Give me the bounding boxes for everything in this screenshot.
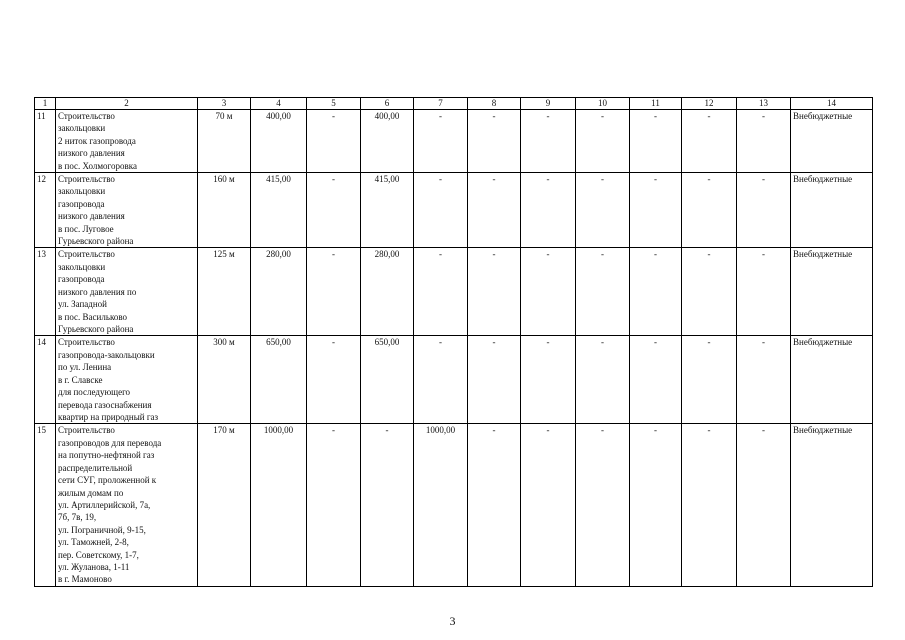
funding-source: Внебюджетные [791, 110, 873, 173]
column-header-4: 4 [251, 98, 307, 110]
project-name: Строительство закольцовки газопровода низкого давления в пос. Луговое Гурьевского района [56, 173, 198, 248]
column-header-9: 9 [521, 98, 576, 110]
col11-value: - [630, 248, 682, 336]
col6-value: 280,00 [361, 248, 414, 336]
col7-value: 1000,00 [414, 424, 468, 586]
col9-value: - [521, 110, 576, 173]
column-header-5: 5 [307, 98, 361, 110]
header-row [35, 98, 873, 110]
col4-value: 650,00 [251, 336, 307, 424]
funding-source: Внебюджетные [791, 336, 873, 424]
project-name: Строительство газопровода-закольцовки по ул. Ленина в г. Славске для последующего перевода газоснабжения квартир на природный газ [56, 336, 198, 424]
length-value: 125 м [198, 248, 251, 336]
col13-value: - [737, 248, 791, 336]
project-name: Строительство закольцовки газопровода низкого давления по ул. Западной в пос. Васильково Гурьевского района [56, 248, 198, 336]
col11-value: - [630, 110, 682, 173]
col13-value: - [737, 110, 791, 173]
funding-source: Внебюджетные [791, 424, 873, 586]
row-number: 13 [35, 248, 56, 336]
length-value: 300 м [198, 336, 251, 424]
col11-value: - [630, 424, 682, 586]
column-header-11: 11 [630, 98, 682, 110]
col5-value: - [307, 424, 361, 586]
column-header-8: 8 [468, 98, 521, 110]
col13-value: - [737, 173, 791, 248]
col4-value: 280,00 [251, 248, 307, 336]
table-row [35, 424, 873, 586]
col9-value: - [521, 336, 576, 424]
col8-value: - [468, 173, 521, 248]
col8-value: - [468, 110, 521, 173]
col13-value: - [737, 424, 791, 586]
column-header-1: 1 [35, 98, 56, 110]
col6-value: 650,00 [361, 336, 414, 424]
column-header-3: 3 [198, 98, 251, 110]
col4-value: 1000,00 [251, 424, 307, 586]
col11-value: - [630, 336, 682, 424]
row-number: 15 [35, 424, 56, 586]
project-name: Строительство закольцовки 2 ниток газопровода низкого давления в пос. Холмогоровка [56, 110, 198, 173]
col9-value: - [521, 173, 576, 248]
col12-value: - [682, 110, 737, 173]
col10-value: - [576, 248, 630, 336]
funding-source: Внебюджетные [791, 248, 873, 336]
funding-source: Внебюджетные [791, 173, 873, 248]
col8-value: - [468, 336, 521, 424]
col5-value: - [307, 110, 361, 173]
col13-value: - [737, 336, 791, 424]
table-row [35, 110, 873, 173]
column-header-14: 14 [791, 98, 873, 110]
col5-value: - [307, 336, 361, 424]
length-value: 170 м [198, 424, 251, 586]
col4-value: 400,00 [251, 110, 307, 173]
col10-value: - [576, 336, 630, 424]
col12-value: - [682, 424, 737, 586]
project-name: Строительство газопроводов для перевода на попутно-нефтяной газ распределительной сети СУГ, проложенной к жилым домам по ул. Артиллерийской, 7а, 7б, 7в, 19, ул. Пограничной, 9-15, ул. Таможней, 2-8, пер. Советскому, 1-7, ул. Жуланова, 1-11 в г. Мамоново [56, 424, 198, 586]
column-header-12: 12 [682, 98, 737, 110]
col6-value: - [361, 424, 414, 586]
row-number: 12 [35, 173, 56, 248]
col8-value: - [468, 424, 521, 586]
table-body [35, 110, 873, 587]
col10-value: - [576, 424, 630, 586]
col7-value: - [414, 248, 468, 336]
col10-value: - [576, 173, 630, 248]
table-row [35, 336, 873, 424]
col9-value: - [521, 248, 576, 336]
col12-value: - [682, 248, 737, 336]
col12-value: - [682, 173, 737, 248]
col11-value: - [630, 173, 682, 248]
table-header [35, 98, 873, 110]
table-row [35, 173, 873, 248]
col12-value: - [682, 336, 737, 424]
budget-table [34, 97, 873, 587]
col5-value: - [307, 248, 361, 336]
column-header-7: 7 [414, 98, 468, 110]
page-number: 3 [449, 614, 456, 628]
col8-value: - [468, 248, 521, 336]
col9-value: - [521, 424, 576, 586]
col5-value: - [307, 173, 361, 248]
column-header-2: 2 [56, 98, 198, 110]
row-number: 14 [35, 336, 56, 424]
column-header-10: 10 [576, 98, 630, 110]
length-value: 160 м [198, 173, 251, 248]
column-header-6: 6 [361, 98, 414, 110]
col6-value: 400,00 [361, 110, 414, 173]
col4-value: 415,00 [251, 173, 307, 248]
column-header-13: 13 [737, 98, 791, 110]
col7-value: - [414, 173, 468, 248]
col7-value: - [414, 336, 468, 424]
col10-value: - [576, 110, 630, 173]
length-value: 70 м [198, 110, 251, 173]
col7-value: - [414, 110, 468, 173]
row-number: 11 [35, 110, 56, 173]
col6-value: 415,00 [361, 173, 414, 248]
table-row [35, 248, 873, 336]
